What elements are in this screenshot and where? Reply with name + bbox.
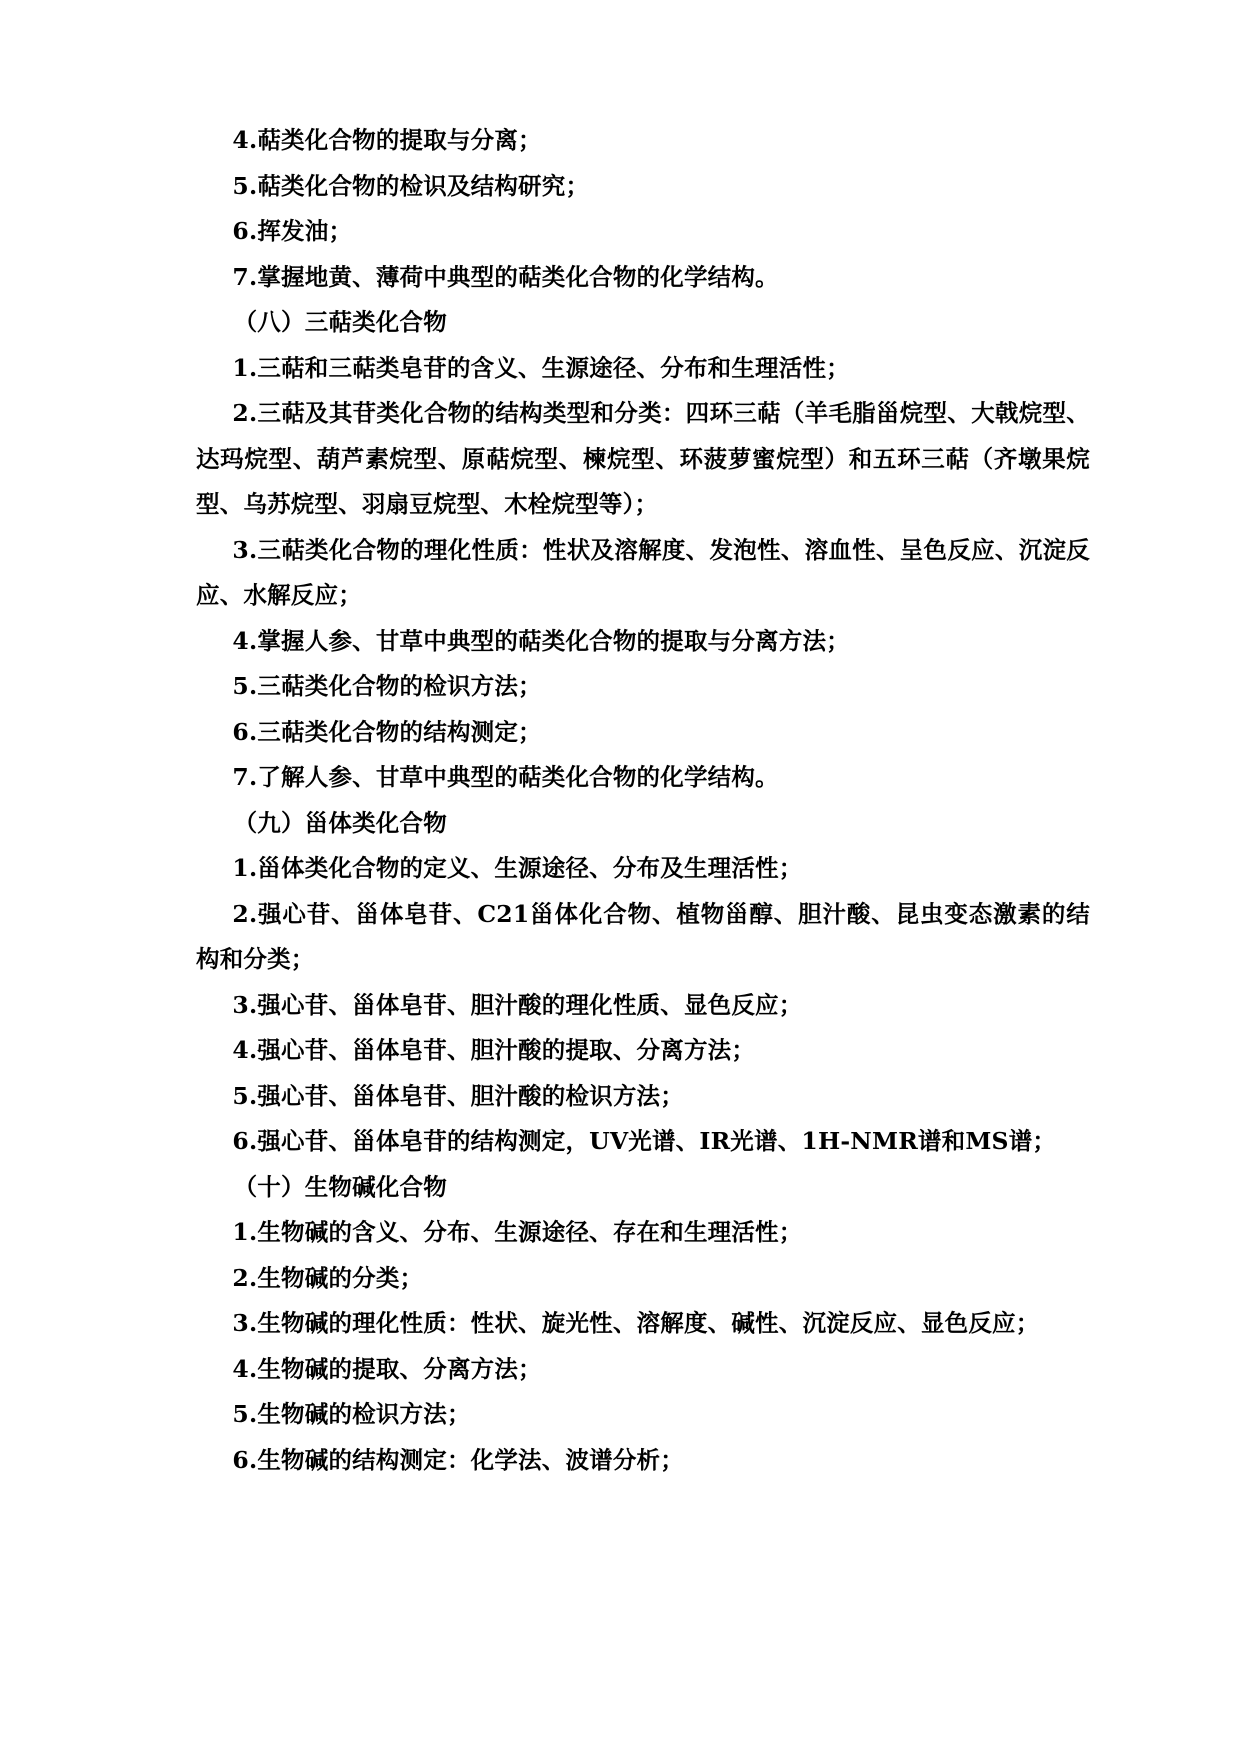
heading-section-8: （八）三萜类化合物	[233, 308, 447, 336]
item-triterpene-4: 4.掌握人参、甘草中典型的萜类化合物的提取与分离方法；	[232, 626, 850, 655]
item-steroid-5: 5.强心苷、甾体皂苷、胆汁酸的检识方法；	[232, 1081, 684, 1110]
item-alkaloid-3: 3.生物碱的理化性质：性状、旋光性、溶解度、碱性、沉淀反应、显色反应；	[232, 1309, 1040, 1337]
item-alkaloid-1: 1.生物碱的含义、分布、生源途径、存在和生理活性；	[232, 1218, 803, 1246]
item-alkaloid-2: 2.生物碱的分类；	[232, 1263, 424, 1292]
item-steroid-2: 2.强心苷、甾体皂苷、C21甾体化合物、植物甾醇、胆汁酸、昆虫变态激素的结构和分类；	[196, 899, 1090, 973]
item-alkaloid-4: 4.生物碱的提取、分离方法；	[232, 1354, 542, 1383]
item-terpenoid-7: 7.掌握地黄、薄荷中典型的萜类化合物的化学结构。	[232, 262, 779, 291]
item-triterpene-2: 2.三萜及其苷类化合物的结构类型和分类：四环三萜（羊毛脂甾烷型、大戟烷型、达玛烷型、葫芦素烷型、原萜烷型、楝烷型、环菠萝蜜烷型）和五环三萜（齐墩果烷型、乌苏烷型、羽扇豆烷型、木栓烷型等）；	[196, 399, 1090, 518]
document-body	[196, 118, 1090, 1483]
heading-section-9: （九）甾体类化合物	[233, 808, 447, 837]
heading-section-10: （十）生物碱化合物	[233, 1172, 447, 1201]
item-terpenoid-4: 4.萜类化合物的提取与分离；	[232, 126, 542, 154]
item-triterpene-3: 3.三萜类化合物的理化性质：性状及溶解度、发泡性、溶血性、呈色反应、沉淀反应、水解反应；	[196, 535, 1090, 609]
item-triterpene-5: 5.三萜类化合物的检识方法；	[232, 672, 542, 700]
item-steroid-6: 6.强心苷、甾体皂苷的结构测定，UV光谱、IR光谱、1H-NMR谱和MS谱；	[232, 1127, 1057, 1155]
item-steroid-3: 3.强心苷、甾体皂苷、胆汁酸的理化性质、显色反应；	[232, 990, 803, 1019]
item-steroid-4: 4.强心苷、甾体皂苷、胆汁酸的提取、分离方法；	[232, 1036, 756, 1064]
item-alkaloid-5: 5.生物碱的检识方法；	[232, 1400, 471, 1428]
item-terpenoid-6: 6.挥发油；	[232, 217, 353, 245]
item-triterpene-1: 1.三萜和三萜类皂苷的含义、生源途径、分布和生理活性；	[232, 353, 850, 382]
item-triterpene-7: 7.了解人参、甘草中典型的萜类化合物的化学结构。	[232, 763, 779, 791]
item-alkaloid-6: 6.生物碱的结构测定：化学法、波谱分析；	[232, 1445, 684, 1474]
item-terpenoid-5: 5.萜类化合物的检识及结构研究；	[232, 171, 590, 200]
item-steroid-1: 1.甾体类化合物的定义、生源途径、分布及生理活性；	[232, 854, 803, 882]
item-triterpene-6: 6.三萜类化合物的结构测定；	[232, 717, 542, 746]
